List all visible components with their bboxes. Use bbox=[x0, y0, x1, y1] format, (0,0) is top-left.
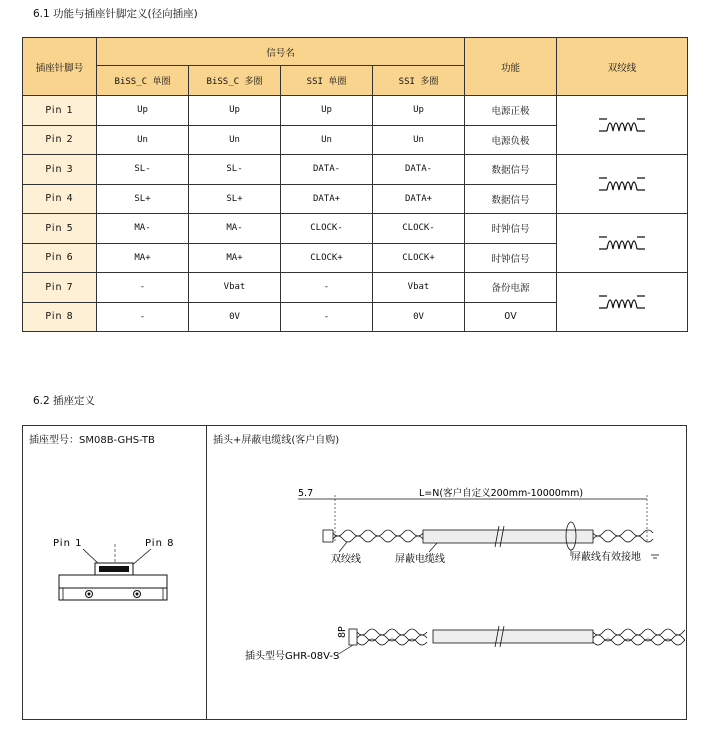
ssi-single-cell: DATA- bbox=[281, 155, 373, 185]
socket-definition-frame bbox=[22, 425, 687, 720]
ssi-single-cell: - bbox=[281, 273, 373, 303]
twisted-pair-cell bbox=[557, 214, 688, 273]
ssi-multi-cell: Vbat bbox=[373, 273, 465, 303]
twisted-pair-cell bbox=[557, 155, 688, 214]
ssi-multi-cell: DATA+ bbox=[373, 184, 465, 214]
function-cell: 数据信号 bbox=[465, 184, 557, 214]
pin8-label: Pin 8 bbox=[145, 538, 175, 549]
shield-cable-label: 屏蔽电缆线 bbox=[395, 554, 445, 565]
twisted-pair-cell bbox=[557, 273, 688, 332]
ssi-single-cell: DATA+ bbox=[281, 184, 373, 214]
pin-cell: Pin 7 bbox=[23, 273, 97, 303]
subheader-ssi-single: SSI 单圈 bbox=[281, 66, 373, 96]
ssi-multi-cell: DATA- bbox=[373, 155, 465, 185]
ssi-single-cell: - bbox=[281, 302, 373, 332]
pin-definition-table bbox=[22, 37, 688, 332]
pin-cell: Pin 3 bbox=[23, 155, 97, 185]
length-label: L=N(客户自定义200mm-10000mm) bbox=[419, 488, 584, 499]
ssi-multi-cell: Un bbox=[373, 125, 465, 155]
pin-cell: Pin 6 bbox=[23, 243, 97, 273]
twist-label: 双绞线 bbox=[331, 554, 361, 565]
ssi-single-cell: CLOCK+ bbox=[281, 243, 373, 273]
header-pin: 插座针脚号 bbox=[23, 38, 97, 96]
table-row bbox=[23, 273, 688, 303]
ssi-multi-cell: CLOCK- bbox=[373, 214, 465, 244]
biss-single-cell: MA+ bbox=[97, 243, 189, 273]
ssi-multi-cell: 0V bbox=[373, 302, 465, 332]
pin-cell: Pin 1 bbox=[23, 96, 97, 126]
table-row bbox=[23, 96, 688, 126]
biss-single-cell: SL- bbox=[97, 155, 189, 185]
ssi-single-cell: Un bbox=[281, 125, 373, 155]
twisted-pair-icon bbox=[597, 113, 647, 137]
biss-single-cell: Up bbox=[97, 96, 189, 126]
subheader-biss-single: BiSS_C 单圈 bbox=[97, 66, 189, 96]
function-cell: 时钟信号 bbox=[465, 214, 557, 244]
function-cell: 电源负极 bbox=[465, 125, 557, 155]
eight-p-label: 8P bbox=[337, 626, 348, 638]
pin-cell: Pin 8 bbox=[23, 302, 97, 332]
subheader-biss-multi: BiSS_C 多圈 bbox=[189, 66, 281, 96]
shield-ground-label: 屏蔽线有效接地 bbox=[571, 552, 641, 563]
section-title-6-2: 6.2 插座定义 bbox=[33, 395, 96, 407]
function-cell: 数据信号 bbox=[465, 155, 557, 185]
function-cell: 备份电源 bbox=[465, 273, 557, 303]
biss-single-cell: - bbox=[97, 273, 189, 303]
socket-model-label: 插座型号：SM08B-GHS-TB bbox=[29, 435, 155, 446]
ssi-multi-cell: CLOCK+ bbox=[373, 243, 465, 273]
biss-multi-cell: SL+ bbox=[189, 184, 281, 214]
table-row bbox=[23, 214, 688, 244]
biss-multi-cell: 0V bbox=[189, 302, 281, 332]
pin-cell: Pin 2 bbox=[23, 125, 97, 155]
biss-single-cell: - bbox=[97, 302, 189, 332]
twisted-pair-icon bbox=[597, 290, 647, 314]
twisted-pair-cell bbox=[557, 96, 688, 155]
twisted-pair-icon bbox=[597, 231, 647, 255]
section-title-6-1: 6.1 功能与插座针脚定义(径向插座) bbox=[33, 8, 198, 20]
pin1-label: Pin 1 bbox=[53, 538, 83, 549]
biss-multi-cell: SL- bbox=[189, 155, 281, 185]
biss-single-cell: Un bbox=[97, 125, 189, 155]
pin-cell: Pin 4 bbox=[23, 184, 97, 214]
biss-multi-cell: MA- bbox=[189, 214, 281, 244]
biss-multi-cell: Un bbox=[189, 125, 281, 155]
header-twisted-pair: 双绞线 bbox=[557, 38, 688, 96]
socket-drawing bbox=[23, 426, 206, 719]
biss-multi-cell: Up bbox=[189, 96, 281, 126]
twisted-pair-icon bbox=[597, 172, 647, 196]
function-cell: 时钟信号 bbox=[465, 243, 557, 273]
cable-title-label: 插头+屏蔽电缆线(客户自购) bbox=[213, 435, 340, 446]
header-function: 功能 bbox=[465, 38, 557, 96]
plug-model-label: 插头型号GHR-08V-S bbox=[245, 651, 340, 662]
ssi-multi-cell: Up bbox=[373, 96, 465, 126]
biss-single-cell: MA- bbox=[97, 214, 189, 244]
header-signal: 信号名 bbox=[97, 38, 465, 66]
cable-drawing bbox=[207, 426, 685, 719]
biss-multi-cell: Vbat bbox=[189, 273, 281, 303]
ssi-single-cell: Up bbox=[281, 96, 373, 126]
subheader-ssi-multi: SSI 多圈 bbox=[373, 66, 465, 96]
function-cell: 电源正极 bbox=[465, 96, 557, 126]
table-row bbox=[23, 155, 688, 185]
biss-multi-cell: MA+ bbox=[189, 243, 281, 273]
function-cell: 0V bbox=[465, 302, 557, 332]
biss-single-cell: SL+ bbox=[97, 184, 189, 214]
ssi-single-cell: CLOCK- bbox=[281, 214, 373, 244]
pin-cell: Pin 5 bbox=[23, 214, 97, 244]
dim-5-7: 5.7 bbox=[298, 488, 314, 499]
